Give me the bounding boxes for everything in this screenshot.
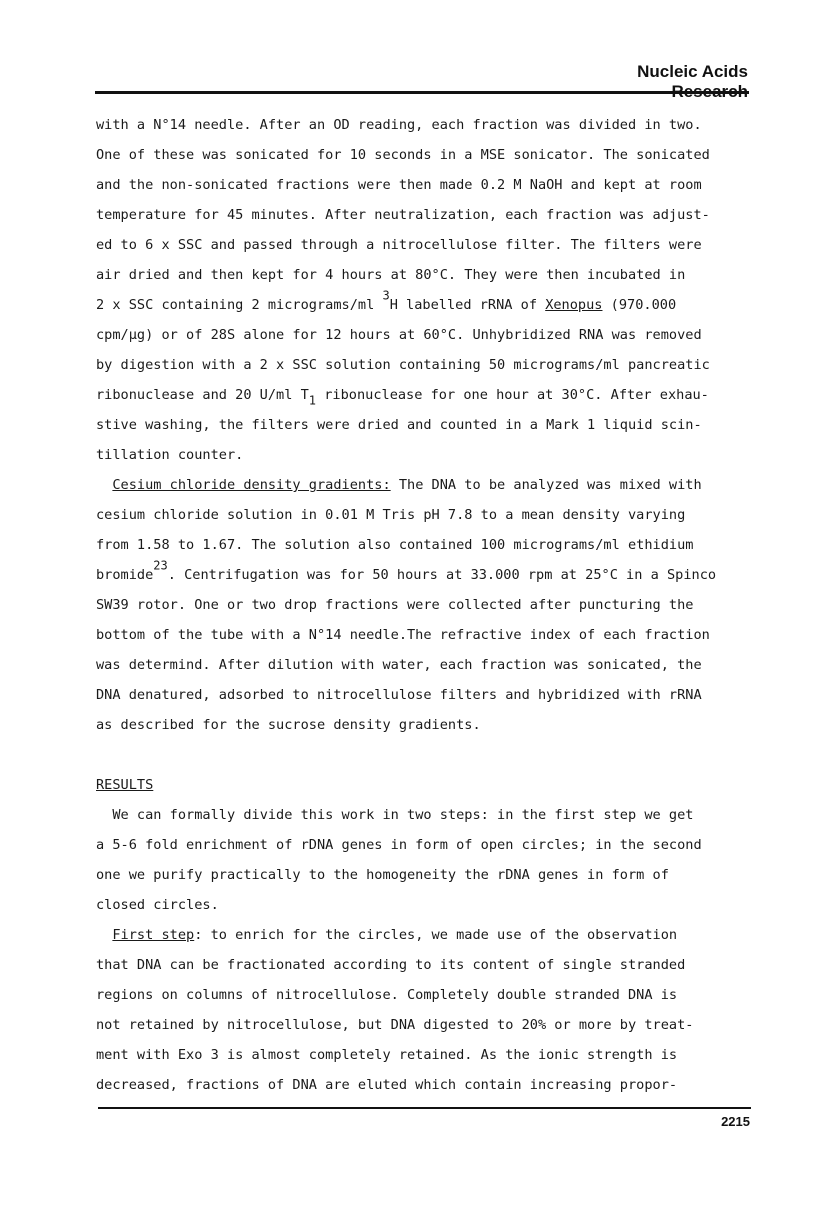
section-heading-results: RESULTS xyxy=(96,777,154,793)
section-heading-cesium: Cesium chloride density gradients: xyxy=(112,477,391,493)
text-line: decreased, fractions of DNA are eluted which contain increasing propor- xyxy=(96,1077,678,1093)
text-line: was determind. After dilution with water, each fraction was sonicated, the xyxy=(96,657,702,673)
text-segment: The DNA to be analyzed was mixed with xyxy=(390,477,702,493)
text-line xyxy=(96,800,736,830)
journal-header: Nucleic Acids Research xyxy=(637,62,748,101)
text-line: one we purify practically to the homogeneity the rDNA genes in form of xyxy=(96,867,669,883)
text-line: a 5-6 fold enrichment of rDNA genes in form of open circles; in the second xyxy=(96,837,702,853)
text-line: and the non-sonicated fractions were then made 0.2 M NaOH and kept at room xyxy=(96,177,702,193)
text-line: bottom of the tube with a N°14 needle.The refractive index of each fraction xyxy=(96,627,710,643)
subscript: 1 xyxy=(308,393,317,408)
text-segment: : to enrich for the circles, we made use of the observation xyxy=(194,927,678,943)
text-line xyxy=(96,560,736,590)
text-line: closed circles. xyxy=(96,897,219,913)
superscript-isotope: 3 xyxy=(382,288,390,303)
text-line: cpm/µg) or of 28S alone for 12 hours at 60°C. Unhybridized RNA was removed xyxy=(96,327,702,343)
text-line: ment with Exo 3 is almost completely retained. As the ionic strength is xyxy=(96,1047,678,1063)
paragraph-gap xyxy=(96,740,736,770)
text-line: stive washing, the filters were dried and counted in a Mark 1 liquid scin- xyxy=(96,417,702,433)
text-line: SW39 rotor. One or two drop fractions were collected after puncturing the xyxy=(96,597,694,613)
text-line xyxy=(96,380,736,410)
text-segment: We can formally divide this work in two steps: in the first step we get xyxy=(112,807,694,823)
subsection-heading-first-step: First step xyxy=(112,927,195,943)
text-segment: . Centrifugation was for 50 hours at 33.000 rpm at 25°C in a Spinco xyxy=(167,567,717,583)
text-line: from 1.58 to 1.67. The solution also contained 100 micrograms/ml ethidium xyxy=(96,537,694,553)
species-name: Xenopus xyxy=(545,297,603,313)
page-number: 2215 xyxy=(721,1114,750,1129)
text-line: temperature for 45 minutes. After neutralization, each fraction was adjust- xyxy=(96,207,710,223)
text-line: tillation counter. xyxy=(96,447,244,463)
text-segment: ribonuclease and 20 U/ml T xyxy=(96,387,309,403)
text-segment: bromide xyxy=(96,567,154,583)
text-line xyxy=(96,290,736,320)
footer-rule xyxy=(98,1107,751,1109)
text-segment: 2 x SSC containing 2 micrograms/ml xyxy=(96,297,383,313)
text-line: cesium chloride solution in 0.01 M Tris pH 7.8 to a mean density varying xyxy=(96,507,686,523)
text-line: as described for the sucrose density gradients. xyxy=(96,717,481,733)
text-line: with a N°14 needle. After an OD reading, each fraction was divided in two. xyxy=(96,117,702,133)
header-rule xyxy=(95,91,749,94)
text-line: DNA denatured, adsorbed to nitrocellulose filters and hybridized with rRNA xyxy=(96,687,702,703)
reference-superscript: 23 xyxy=(153,558,168,573)
text-segment: H labelled rRNA of xyxy=(389,297,546,313)
text-line: that DNA can be fractionated according to its content of single stranded xyxy=(96,957,686,973)
text-line xyxy=(96,920,736,950)
text-segment: ribonuclease for one hour at 30°C. After exhau- xyxy=(316,387,709,403)
body-text xyxy=(96,110,736,1100)
text-line: One of these was sonicated for 10 seconds in a MSE sonicator. The sonicated xyxy=(96,147,710,163)
text-line xyxy=(96,770,736,800)
text-line: not retained by nitrocellulose, but DNA digested to 20% or more by treat- xyxy=(96,1017,694,1033)
text-line: regions on columns of nitrocellulose. Completely double stranded DNA is xyxy=(96,987,678,1003)
text-segment: (970.000 xyxy=(602,297,677,313)
text-line xyxy=(96,470,736,500)
text-line: ed to 6 x SSC and passed through a nitrocellulose filter. The filters were xyxy=(96,237,702,253)
text-line: by digestion with a 2 x SSC solution containing 50 micrograms/ml pancreatic xyxy=(96,357,710,373)
text-line: air dried and then kept for 4 hours at 80°C. They were then incubated in xyxy=(96,267,686,283)
